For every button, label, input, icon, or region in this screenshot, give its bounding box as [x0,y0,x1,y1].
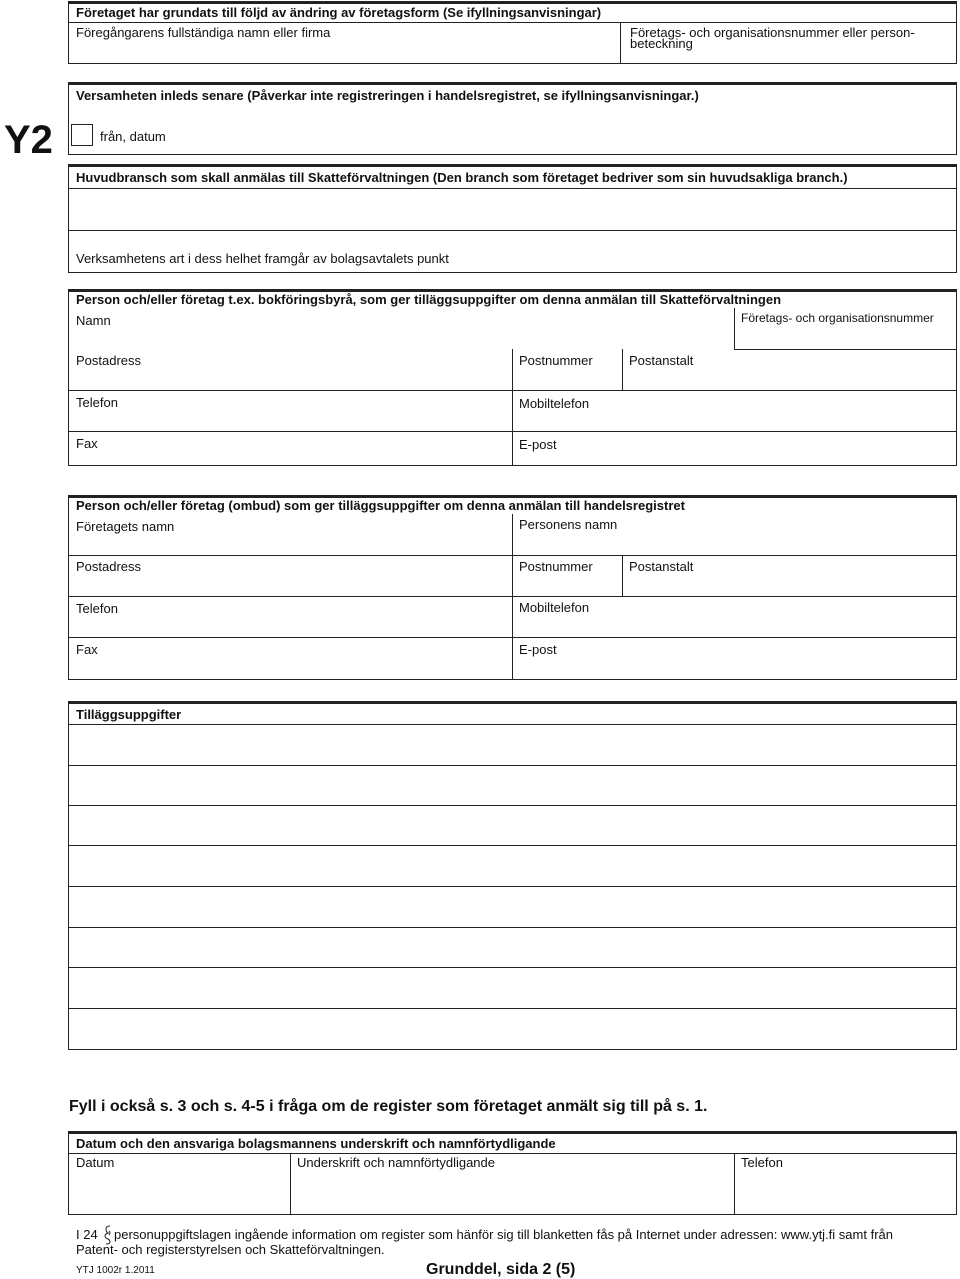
tax-contact-header: Person och/eller företag t.ex. bokföringsbyrå, som ger tilläggsuppgifter om denna anmälan till Skatteförvaltningen [76,292,782,307]
tax-name-label: Namn [76,313,111,328]
divider [69,230,956,231]
tax-email-field[interactable] [565,448,950,462]
tax-mobile-field[interactable] [600,412,950,428]
predecessor-name-field[interactable] [74,43,614,61]
agent-contact-header: Person och/eller företag (ombud) som ger tilläggsuppgifter om denna anmälan till handelsregistret [76,498,685,513]
additional-info-field[interactable] [74,727,950,1045]
predecessor-id-label: Företags- och organisationsnummer eller person- [630,25,915,40]
divider [622,555,623,596]
from-date-field[interactable] [180,124,480,146]
divider [622,349,623,390]
agent-company-name-field[interactable] [76,536,506,552]
agent-phone-label: Telefon [76,601,118,616]
agent-post-office-label: Postanstalt [629,559,694,574]
footer-note: personuppgiftslagen ingående information om register som hänför sig till blanketten fås på Internet under adressen: www.ytj.fi samt från [114,1227,893,1242]
signature-date-field[interactable] [76,1178,281,1208]
agent-postal-address-field[interactable] [150,576,505,592]
from-date-label: från, datum [100,129,166,144]
divider [69,188,956,189]
agent-postal-address-label: Postadress [76,559,142,574]
agent-fax-field[interactable] [110,658,505,674]
signature-header: Datum och den ansvariga bolagsmannens underskrift och namnförtydligande [76,1136,556,1151]
page-indicator: Grunddel, sida 2 (5) [426,1261,576,1278]
signature-label: Underskrift och namnförtydligande [297,1155,495,1170]
tax-post-office-field[interactable] [629,371,949,387]
agent-person-name-field[interactable] [519,536,949,552]
divider [512,349,513,465]
tax-mobile-label: Mobiltelefon [519,396,590,411]
ruled-line [69,724,956,725]
form-code: YTJ 1002r 1.2011 [76,1265,155,1276]
signature-date-label: Datum [76,1155,115,1170]
tax-postal-code-field[interactable] [519,371,617,387]
agent-postal-code-label: Postnummer [519,559,593,574]
divider [734,1153,735,1214]
divider [69,1153,956,1154]
signature-phone-field[interactable] [741,1178,949,1208]
agent-company-name-label: Företagets namn [76,519,175,534]
articles-point-field[interactable] [474,247,950,267]
agent-post-office-field[interactable] [629,577,949,593]
tax-postal-code-label: Postnummer [519,353,593,368]
articles-label: Verksamhetens art i dess helhet framgår av bolagsavtalets punkt [76,251,449,266]
tax-phone-field[interactable] [130,412,505,428]
tax-fax-field[interactable] [110,448,505,462]
later-start-header: Versamheten inleds senare (Påverkar inte registreringen i handelsregistret, se ifyllningsanvisningar.) [76,88,699,103]
predecessor-name-label: Föregångarens fullständiga namn eller firma [76,25,331,40]
divider [290,1153,291,1214]
tax-org-no-label: Företags- och organisationsnummer [741,311,934,325]
signature-field[interactable] [297,1178,727,1208]
divider [734,349,956,350]
agent-mobile-field[interactable] [600,617,950,633]
main-branch-header: Huvudbransch som skall anmälas till Skatteförvaltningen (Den branch som företaget bedriver som sin huvudsakliga branch.) [76,170,848,185]
section-code-y2: Y2 [4,118,53,162]
tax-org-no-field[interactable] [740,330,950,346]
predecessor-id-label-cont: beteckning [630,36,693,51]
footer-note-cont: Patent- och registerstyrelsen och Skatteförvaltningen. [76,1242,385,1257]
divider [620,22,621,63]
agent-mobile-label: Mobiltelefon [519,600,590,615]
divider [69,22,956,23]
agent-fax-label: Fax [76,642,98,657]
tax-fax-label: Fax [76,436,98,451]
tax-name-field[interactable] [120,330,720,346]
reminder-text: Fyll i också s. 3 och s. 4-5 i fråga om de register som företaget anmält sig till på s. 1. [69,1098,708,1115]
predecessor-header: Företaget har grundats till följd av ändring av företagsform (Se ifyllningsanvisningar) [76,5,602,20]
agent-postal-code-field[interactable] [519,577,617,593]
predecessor-id-field[interactable] [626,50,951,62]
tax-postal-address-label: Postadress [76,353,142,368]
additional-info-header: Tilläggsuppgifter [76,707,182,722]
tax-post-office-label: Postanstalt [629,353,694,368]
divider [734,308,735,349]
agent-person-name-label: Personens namn [519,517,618,532]
main-branch-field[interactable] [74,192,950,226]
signature-phone-label: Telefon [741,1155,783,1170]
agent-email-label: E-post [519,642,557,657]
later-start-checkbox[interactable] [71,124,93,146]
divider [512,514,513,679]
agent-email-field[interactable] [565,658,950,674]
tax-postal-address-field[interactable] [150,370,505,386]
tax-phone-label: Telefon [76,395,118,410]
footer-note-prefix: I 24 [76,1227,98,1242]
agent-phone-field[interactable] [130,618,505,634]
tax-email-label: E-post [519,437,557,452]
